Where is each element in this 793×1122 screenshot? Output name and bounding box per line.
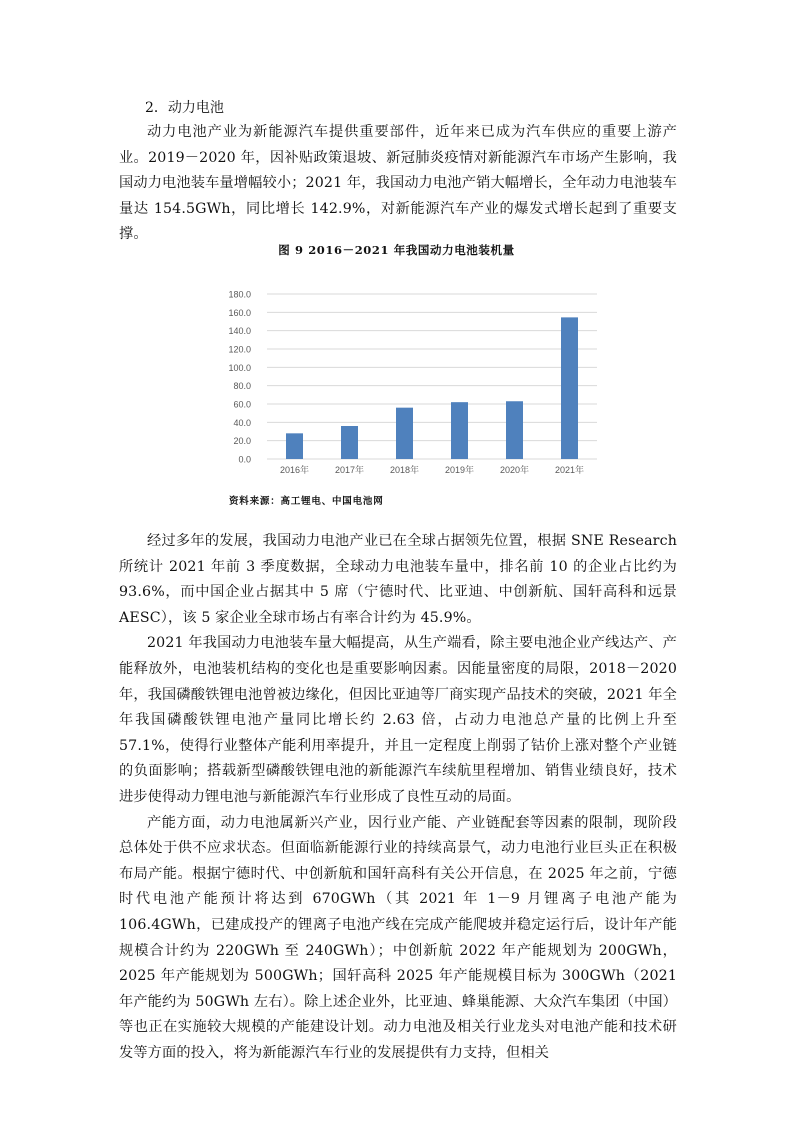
paragraph: 经过多年的发展，我国动力电池产业已在全球占据领先位置，根据 SNE Research 所统计 2021 年前 3 季度数据，全球动力电池装车量中，排名前 10 的企业占比约为 93.6%，而中国企业占据其中 5 席（宁德时代、比亚迪、中创新航、国轩高科和远景 AESC），该 5 家企业全球市场占有率合计约为 45.9%。 xyxy=(119,533,677,626)
y-tick-label: 160.0 xyxy=(228,307,251,318)
x-tick-label: 2016年 xyxy=(279,465,310,475)
y-tick-label: 140.0 xyxy=(228,326,251,337)
y-tick-label: 0.0 xyxy=(238,454,251,465)
y-tick-label: 60.0 xyxy=(233,399,251,410)
section-heading: 2．动力电池 xyxy=(145,100,224,116)
paragraph: 2021 年我国动力电池装车量大幅提高，从生产端看，除主要电池企业产线达产、产能释放外，电池装机结构的变化也是重要影响因素。因能量密度的局限，2018－2020 年，我国磷酸铁锂电池曾被边缘化，但因比亚迪等厂商实现产品技术的突破，2021 年全年我国磷酸铁锂电池产量同比增长约 2.63 倍，占动力电池总产量的比例上升至 57.1%，使得行业整体产能利用率提升，并且一定程度上削弱了钴价上涨对整个产业链的负面影响；搭载新型磷酸铁锂电池的新能源汽车续航里程增加、销售业绩良好，技术进步使得动力锂电池与新能源汽车行业形成了良性互动的局面。 xyxy=(119,635,677,805)
chart-canvas xyxy=(222,285,602,480)
x-tick-label: 2020年 xyxy=(499,465,530,475)
figure-source: 资料来源：高工锂电、中国电池网 xyxy=(229,496,384,507)
bar xyxy=(396,408,413,459)
figure-caption: 图 9 2016－2021 年我国动力电池装机量 xyxy=(278,243,515,257)
paragraph-1-block xyxy=(119,120,677,248)
paragraph: 产能方面，动力电池属新兴产业，因行业产能、产业链配套等因素的限制，现阶段总体处于供不应求状态。但面临新能源行业的持续高景气，动力电池行业巨头正在积极布局产能。根据宁德时代、中创新航和国轩高科有关公开信息，在 2025 年之前，宁德时代电池产能预计将达到 670GWh（其 2021 年 1－9 月锂离子电池产能为 106.4GWh，已建成投产的锂离子电池产线在完成产能爬坡并稳定运行后，设计年产能规模合计约为 220GWh 至 240GWh）；中创新航 2022 年产能规划为 200GWh，2025 年产能规划为 500GWh；国轩高科 2025 年产能规模目标为 300GWh（2021 年产能约为 50GWh 左右）。除上述企业外，比亚迪、蜂巢能源、大众汽车集团（中国）等也正在实施较大规模的产能建设计划。动力电池及相关行业龙头对电池产能和技术研发等方面的投入，将为新能源汽车行业的发展提供有力支持，但相关 xyxy=(119,814,677,1061)
x-tick-label: 2021年 xyxy=(554,465,585,475)
bar xyxy=(561,317,578,459)
y-tick-label: 100.0 xyxy=(228,362,251,373)
paragraph: 动力电池产业为新能源汽车提供重要部件，近年来已成为汽车供应的重要上游产业。2019－2020 年，因补贴政策退坡、新冠肺炎疫情对新能源汽车市场产生影响，我国动力电池装车量增幅较小；2021 年，我国动力电池产销大幅增长，全年动力电池装车量达 154.5GWh，同比增长 142.9%，对新能源汽车产业的爆发式增长起到了重要支撑。 xyxy=(119,124,677,243)
bar xyxy=(341,426,358,459)
bar xyxy=(451,402,468,459)
y-tick-label: 120.0 xyxy=(228,344,251,355)
x-tick-label: 2018年 xyxy=(389,465,420,475)
y-tick-label: 40.0 xyxy=(233,417,251,428)
paragraphs-block xyxy=(119,529,677,1066)
y-tick-label: 20.0 xyxy=(233,436,251,447)
bar xyxy=(286,433,303,459)
bar xyxy=(506,401,523,459)
x-tick-label: 2017年 xyxy=(334,465,365,475)
bar-chart xyxy=(222,285,602,480)
y-tick-label: 180.0 xyxy=(228,289,251,300)
x-tick-label: 2019年 xyxy=(444,465,475,475)
y-tick-label: 80.0 xyxy=(233,381,251,392)
